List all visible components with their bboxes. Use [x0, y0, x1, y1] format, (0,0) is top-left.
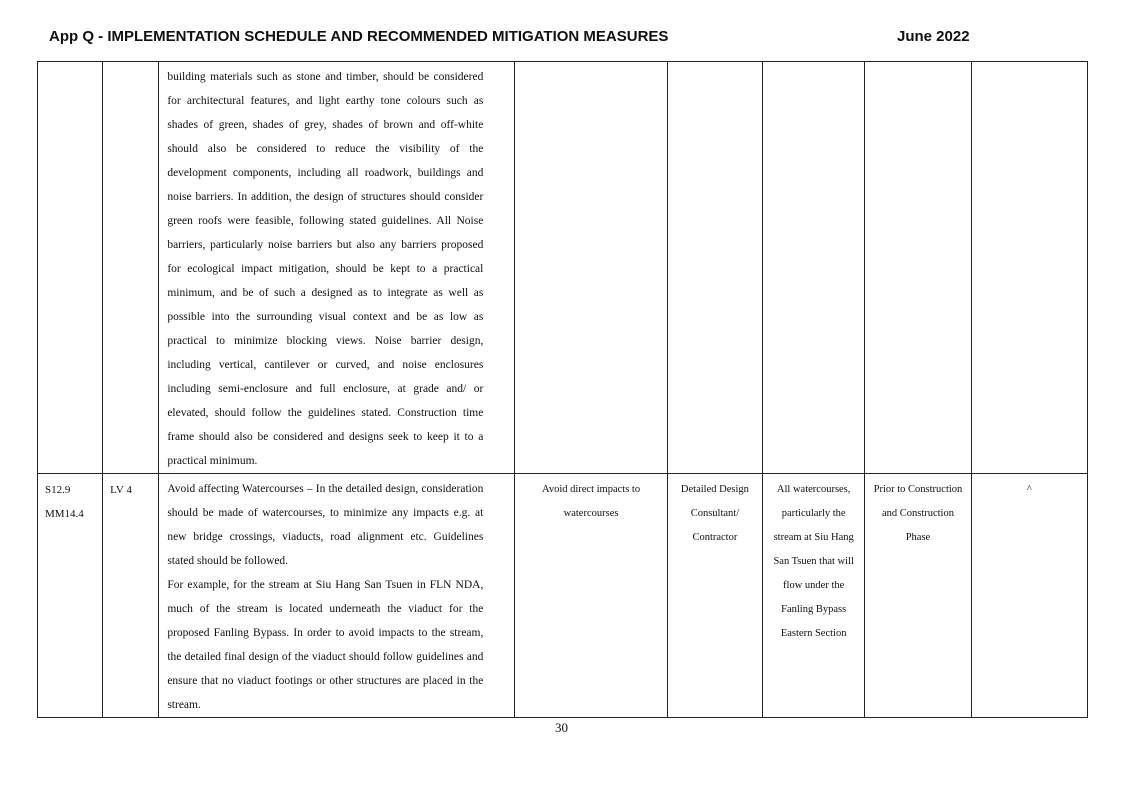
mitigation-schedule-table [37, 61, 1088, 718]
location-cell: All watercourses, particularly the stream at Siu Hang San Tsuen that will flow under the Fanling Bypass Eastern Section [763, 474, 865, 718]
ref-cell: S12.9 MM14.4 [38, 474, 103, 718]
requirement-cell [971, 62, 1087, 474]
document-title: App Q - IMPLEMENTATION SCHEDULE AND RECOMMENDED MITIGATION MEASURES [49, 28, 669, 45]
implementation-agent-cell [667, 62, 762, 474]
description-paragraph: Avoid affecting Watercourses – In the detailed design, consideration should be made of watercourses, to minimize any impacts e.g. at new bridge crossings, viaducts, road alignment etc. Guidelines stated should be followed. [167, 483, 484, 567]
table-row [38, 474, 1088, 718]
document-date: June 2022 [897, 28, 970, 45]
table-row [38, 62, 1088, 474]
location-cell [763, 62, 865, 474]
description-cell [159, 474, 515, 718]
description-paragraph: For example, for the stream at Siu Hang San Tsuen in FLN NDA, much of the stream is located underneath the viaduct for the proposed Fanling Bypass. In order to avoid impacts to the stream, the detailed final design of the viaduct should follow guidelines and ensure that no viaduct footings or other structures are placed in the stream. [167, 579, 484, 711]
description-paragraph: building materials such as stone and timber, should be considered for architectural features, and light earthy tone colours such as shades of green, shades of grey, shades of brown and off-white should also be considered to reduce the visibility of the development components, including all roadwork, buildings and noise barriers. In addition, the design of structures should consider green roofs were feasible, following stated guidelines. All Noise barriers, particularly noise barriers but also any barriers proposed for ecological impact mitigation, should be kept to a practical minimum, and be of such a designed as to integrate as well as possible into the surrounding visual context and be as low as practical to minimize blocking views. Noise barrier design, including vertical, cantilever or curved, and noise enclosures including semi-enclosure and full enclosure, at grade and/ or elevated, should follow the guidelines stated. Construction time frame should also be considered and designs seek to keep it to a practical minimum. [167, 71, 484, 467]
timing-cell [865, 62, 971, 474]
requirement-cell: ^ [971, 474, 1087, 718]
ref-cell [38, 62, 103, 474]
objective-cell: Avoid direct impacts to watercourses [515, 474, 667, 718]
implementation-agent-cell: Detailed Design Consultant/ Contractor [667, 474, 762, 718]
page-number: 30 [555, 720, 568, 735]
description-cell [159, 62, 515, 474]
objective-cell [515, 62, 667, 474]
measure-code-cell: LV 4 [103, 474, 159, 718]
timing-cell: Prior to Construction and Construction Phase [865, 474, 971, 718]
measure-code-cell [103, 62, 159, 474]
